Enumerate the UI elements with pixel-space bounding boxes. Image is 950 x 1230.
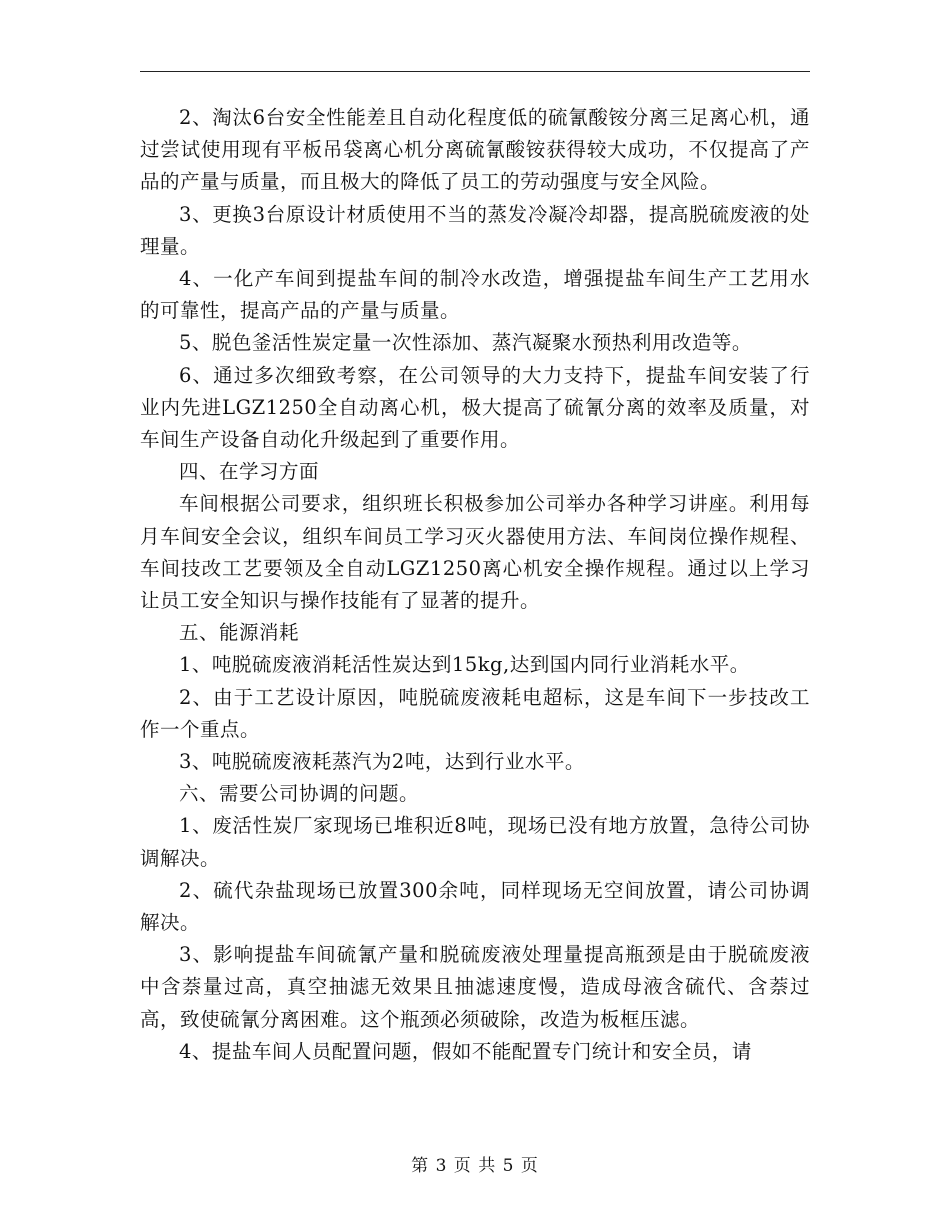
document-body	[140, 102, 810, 1068]
page-number: 第 3 页 共 5 页	[411, 1156, 539, 1176]
paragraph: 3、影响提盐车间硫氰产量和脱硫废液处理量提高瓶颈是由于脱硫废液中含萘量过高，真空抽滤无效果且抽滤速度慢，造成母液含硫代、含萘过高，致使硫氰分离困难。这个瓶颈必须破除，改造为板框压滤。	[140, 943, 810, 1031]
section-heading: 五、能源消耗	[179, 621, 300, 645]
paragraph: 4、提盐车间人员配置问题，假如不能配置专门统计和安全员，请	[179, 1039, 752, 1063]
paragraph: 3、吨脱硫废液耗蒸汽为2吨，达到行业水平。	[179, 750, 585, 774]
paragraph: 2、由于工艺设计原因，吨脱硫废液耗电超标，这是车间下一步技改工作一个重点。	[140, 685, 810, 741]
section-heading: 四、在学习方面	[179, 460, 320, 484]
paragraph: 1、吨脱硫废液消耗活性炭达到15kg,达到国内同行业消耗水平。	[179, 653, 750, 677]
header-rule	[140, 71, 810, 72]
paragraph: 6、通过多次细致考察，在公司领导的大力支持下，提盐车间安装了行业内先进LGZ1250全自动离心机，极大提高了硫氰分离的效率及质量，对车间生产设备自动化升级起到了重要作用。	[140, 363, 810, 452]
paragraph: 5、脱色釜活性炭定量一次性添加、蒸汽凝聚水预热利用改造等。	[179, 331, 752, 355]
section-heading: 六、需要公司协调的问题。	[179, 782, 420, 806]
paragraph: 2、淘汰6台安全性能差且自动化程度低的硫氰酸铵分离三足离心机，通过尝试使用现有平板吊袋离心机分离硫氰酸铵获得较大成功，不仅提高了产品的产量与质量，而且极大的降低了员工的劳动强度与安全风险。	[140, 106, 810, 194]
page-footer	[0, 1154, 950, 1178]
paragraph: 车间根据公司要求，组织班长积极参加公司举办各种学习讲座。利用每月车间安全会议，组织车间员工学习灭火器使用方法、车间岗位操作规程、车间技改工艺要领及全自动LGZ1250离心机安全操作规程。通过以上学习让员工安全知识与操作技能有了显著的提升。	[140, 492, 810, 613]
paragraph: 4、一化产车间到提盐车间的制冷水改造，增强提盐车间生产工艺用水的可靠性，提高产品的产量与质量。	[140, 267, 810, 323]
paragraph: 2、硫代杂盐现场已放置300余吨，同样现场无空间放置，请公司协调解决。	[140, 878, 810, 935]
paragraph: 1、废活性炭厂家现场已堆积近8吨，现场已没有地方放置，急待公司协调解决。	[140, 814, 810, 870]
paragraph: 3、更换3台原设计材质使用不当的蒸发冷凝冷却器，提高脱硫废液的处理量。	[140, 202, 810, 258]
